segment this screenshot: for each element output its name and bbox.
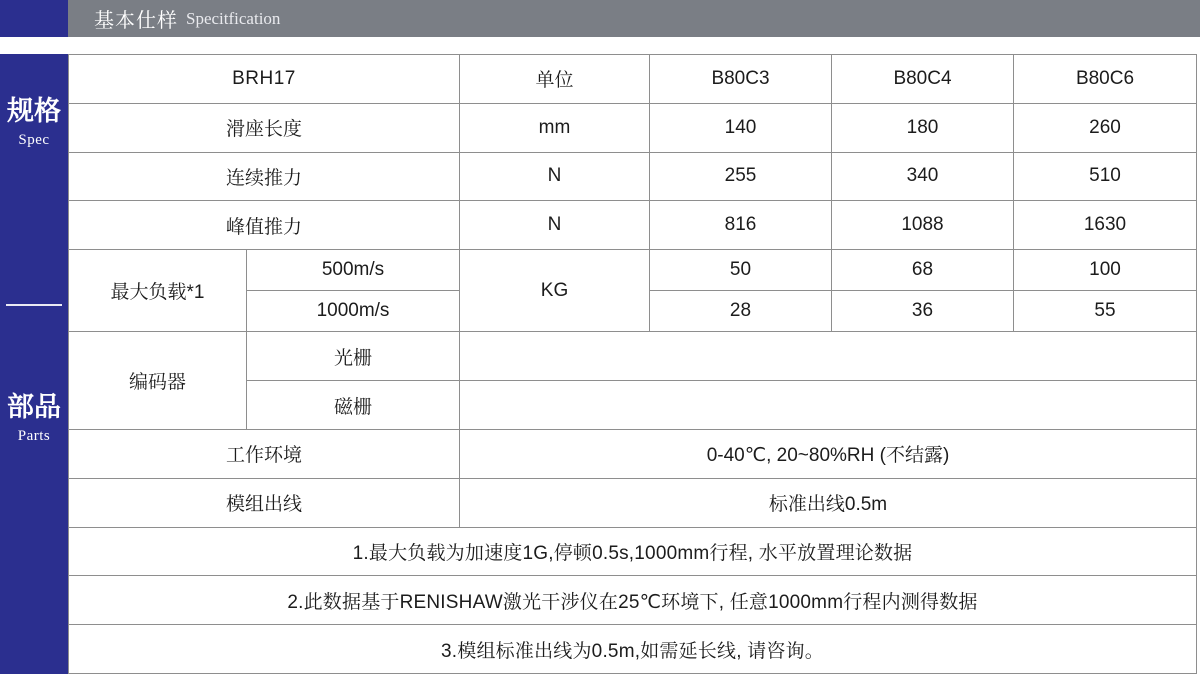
table-row-header [69,55,1197,104]
cell-model-name: BRH17 [69,55,460,104]
header [0,0,1200,37]
cell-row-value: 55 [1014,291,1197,332]
cell-row-label: 峰值推力 [69,201,460,250]
cell-note-1: 1.最大负载为加速度1G,停顿0.5s,1000mm行程, 水平放置理论数据 [69,527,1197,576]
header-title-en: Specitfication [186,8,281,28]
left-label-spec-en: Spec [18,132,50,149]
cell-row-value: 28 [650,291,832,332]
cell-row-value: 140 [650,103,832,152]
table-row-note [69,625,1197,674]
cell-row-value: 255 [650,152,832,201]
cell-note-2: 2.此数据基于RENISHAW激光干涉仪在25℃环境下, 任意1000mm行程内测得数据 [69,576,1197,625]
cell-row-value: 68 [832,250,1014,291]
header-accent-block [0,0,68,37]
table-row [69,103,1197,152]
left-label-parts-cn: 部品 [7,392,61,422]
cell-unit-header: 单位 [460,55,650,104]
left-label-column [0,54,68,674]
left-label-parts-en: Parts [17,428,51,445]
cell-row-value: 180 [832,103,1014,152]
cell-row-value: 340 [832,152,1014,201]
cell-cable-label: 模组出线 [69,478,460,527]
cell-max-load-sub-label: 500m/s [247,250,460,291]
table-row [69,152,1197,201]
table-row-note [69,576,1197,625]
cell-encoder-value [460,332,1197,381]
left-label-spec [0,54,68,304]
cell-encoder-sub-label: 磁栅 [247,381,460,430]
header-title-bar [68,0,1200,37]
cell-encoder-value [460,381,1197,430]
cell-environment-label: 工作环境 [69,430,460,479]
cell-row-label: 连续推力 [69,152,460,201]
table-row [69,430,1197,479]
cell-row-unit: mm [460,103,650,152]
cell-row-value: 816 [650,201,832,250]
header-title-cn: 基本仕样 [94,10,178,32]
cell-row-label: 滑座长度 [69,103,460,152]
cell-environment-value: 0-40℃, 20~80%RH (不结露) [460,430,1197,479]
cell-max-load-sub-label: 1000m/s [247,291,460,332]
cell-row-value: 1088 [832,201,1014,250]
cell-row-unit: N [460,152,650,201]
cell-row-unit: N [460,201,650,250]
left-label-spec-cn: 规格 [7,96,61,126]
cell-row-value: 50 [650,250,832,291]
cell-row-value: 100 [1014,250,1197,291]
cell-row-value: 36 [832,291,1014,332]
table-row [69,332,1197,381]
table-row-note [69,527,1197,576]
cell-row-value: 260 [1014,103,1197,152]
cell-column-header-3: B80C6 [1014,55,1197,104]
table-row [69,201,1197,250]
specification-table-wrapper [68,54,1196,674]
cell-cable-value: 标准出线0.5m [460,478,1197,527]
cell-column-header-2: B80C4 [832,55,1014,104]
table-row [69,478,1197,527]
cell-row-value: 1630 [1014,201,1197,250]
cell-max-load-unit: KG [460,250,650,332]
cell-column-header-1: B80C3 [650,55,832,104]
cell-max-load-label: 最大负载*1 [69,250,247,332]
left-label-parts [0,306,68,674]
specification-table [68,54,1197,674]
cell-note-3: 3.模组标准出线为0.5m,如需延长线, 请咨询。 [69,625,1197,674]
cell-row-value: 510 [1014,152,1197,201]
cell-encoder-label: 编码器 [69,332,247,430]
table-row [69,250,1197,291]
cell-encoder-sub-label: 光栅 [247,332,460,381]
